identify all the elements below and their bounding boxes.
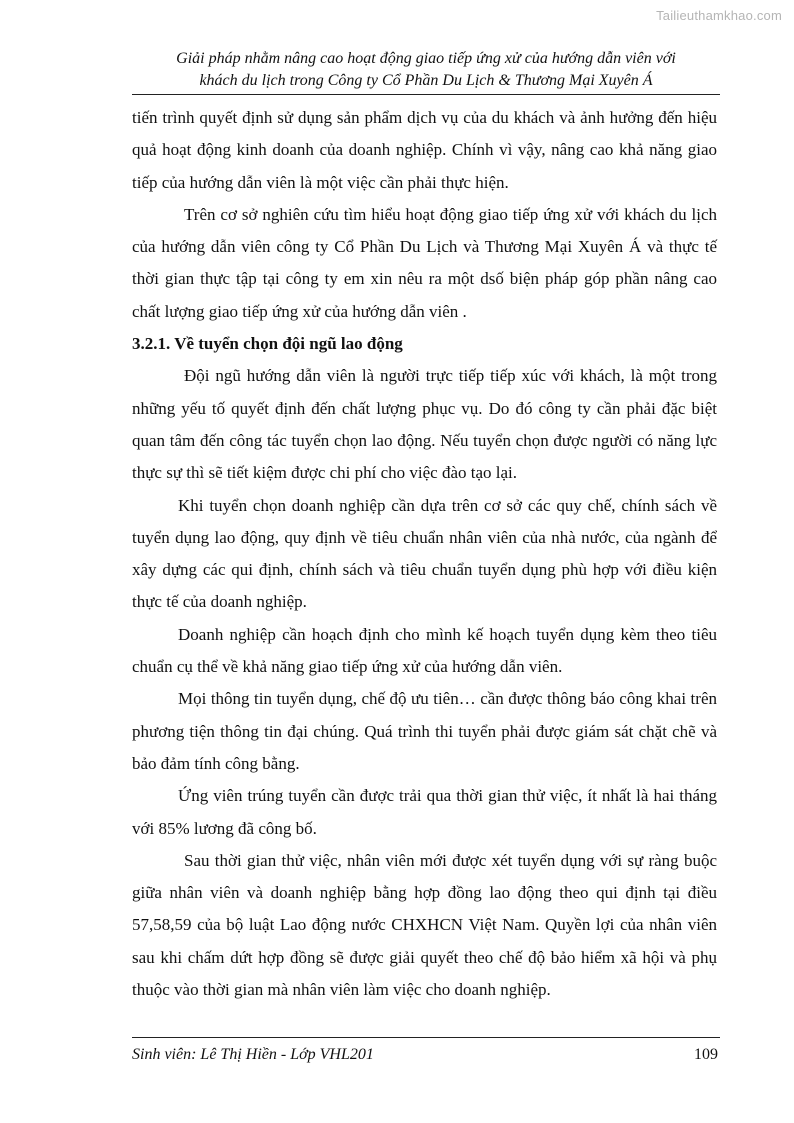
paragraph: Ứng viên trúng tuyển cần được trải qua thời gian thử việc, ít nhất là hai tháng với 85% lương đã công bố. [132,786,717,838]
page-body [132,102,717,1006]
footer-divider [132,1037,720,1038]
paragraph: Đội ngũ hướng dẫn viên là người trực tiếp tiếp xúc với khách, là một trong những yếu tố quyết định đến chất lượng phục vụ. Do đó công ty cần phải đặc biệt quan tâm đến công tác tuyển chọn lao động. Nếu tuyển chọn được người có năng lực thực sự thì sẽ tiết kiệm được chi phí cho việc đào tạo lại. [132,366,717,483]
header-divider [132,94,720,95]
watermark: Tailieuthamkhao.com [656,8,782,23]
paragraph: Khi tuyển chọn doanh nghiệp cần dựa trên cơ sở các quy chế, chính sách về tuyển dụng lao động, quy định về tiêu chuẩn nhân viên của nhà nước, của ngành để xây dựng các qui định, chính sách và tiêu chuẩn tuyển dụng phù hợp với điều kiện thực tế của doanh nghiệp. [132,495,717,612]
page-number: 109 [694,1046,718,1063]
paragraph: Sau thời gian thử việc, nhân viên mới được xét tuyển dụng với sự ràng buộc giữa nhân viên và doanh nghiệp bằng hợp đồng lao động theo qui định tại điều 57,58,59 của bộ luật Lao động nước CHXHCN Việt Nam. Quyền lợi của nhân viên sau khi chấm dứt hợp đồng sẽ được giải quyết theo chế độ bảo hiểm xã hội và phụ thuộc vào thời gian mà nhân viên làm việc cho doanh nghiệp. [132,850,717,1000]
header-line-1: Giải pháp nhằm nâng cao hoạt động giao tiếp ứng xử của hướng dẫn viên với [176,50,676,67]
paragraph: Doanh nghiệp cần hoạch định cho mình kế hoạch tuyển dụng kèm theo tiêu chuẩn cụ thể về khả năng giao tiếp ứng xử của hướng dẫn viên. [132,624,717,677]
running-header [132,48,720,92]
section-heading: 3.2.1. Về tuyển chọn đội ngũ lao động [132,334,403,354]
paragraph: Mọi thông tin tuyển dụng, chế độ ưu tiên… cần được thông báo công khai trên phương tiện thông tin đại chúng. Quá trình thi tuyển phải được giám sát chặt chẽ và bảo đảm tính công bằng. [132,689,717,773]
header-line-2: khách du lịch trong Công ty Cổ Phần Du Lịch & Thương Mại Xuyên Á [199,72,653,89]
paragraph: tiến trình quyết định sử dụng sản phẩm dịch vụ của du khách và ảnh hưởng đến hiệu quả hoạt động kinh doanh của doanh nghiệp. Chính vì vậy, nâng cao khả năng giao tiếp của hướng dẫn viên là một việc cần phải thực hiện. [132,108,717,192]
paragraph: Trên cơ sở nghiên cứu tìm hiểu hoạt động giao tiếp ứng xử với khách du lịch của hướng dẫn viên công ty Cổ Phần Du Lịch và Thương Mại Xuyên Á và thực tế thời gian thực tập tại công ty em xin nêu ra một dsố biện pháp góp phần nâng cao chất lượng giao tiếp ứng xử của hướng dẫn viên . [132,204,717,321]
footer-author: Sinh viên: Lê Thị Hiền - Lớp VHL201 [132,1046,374,1063]
